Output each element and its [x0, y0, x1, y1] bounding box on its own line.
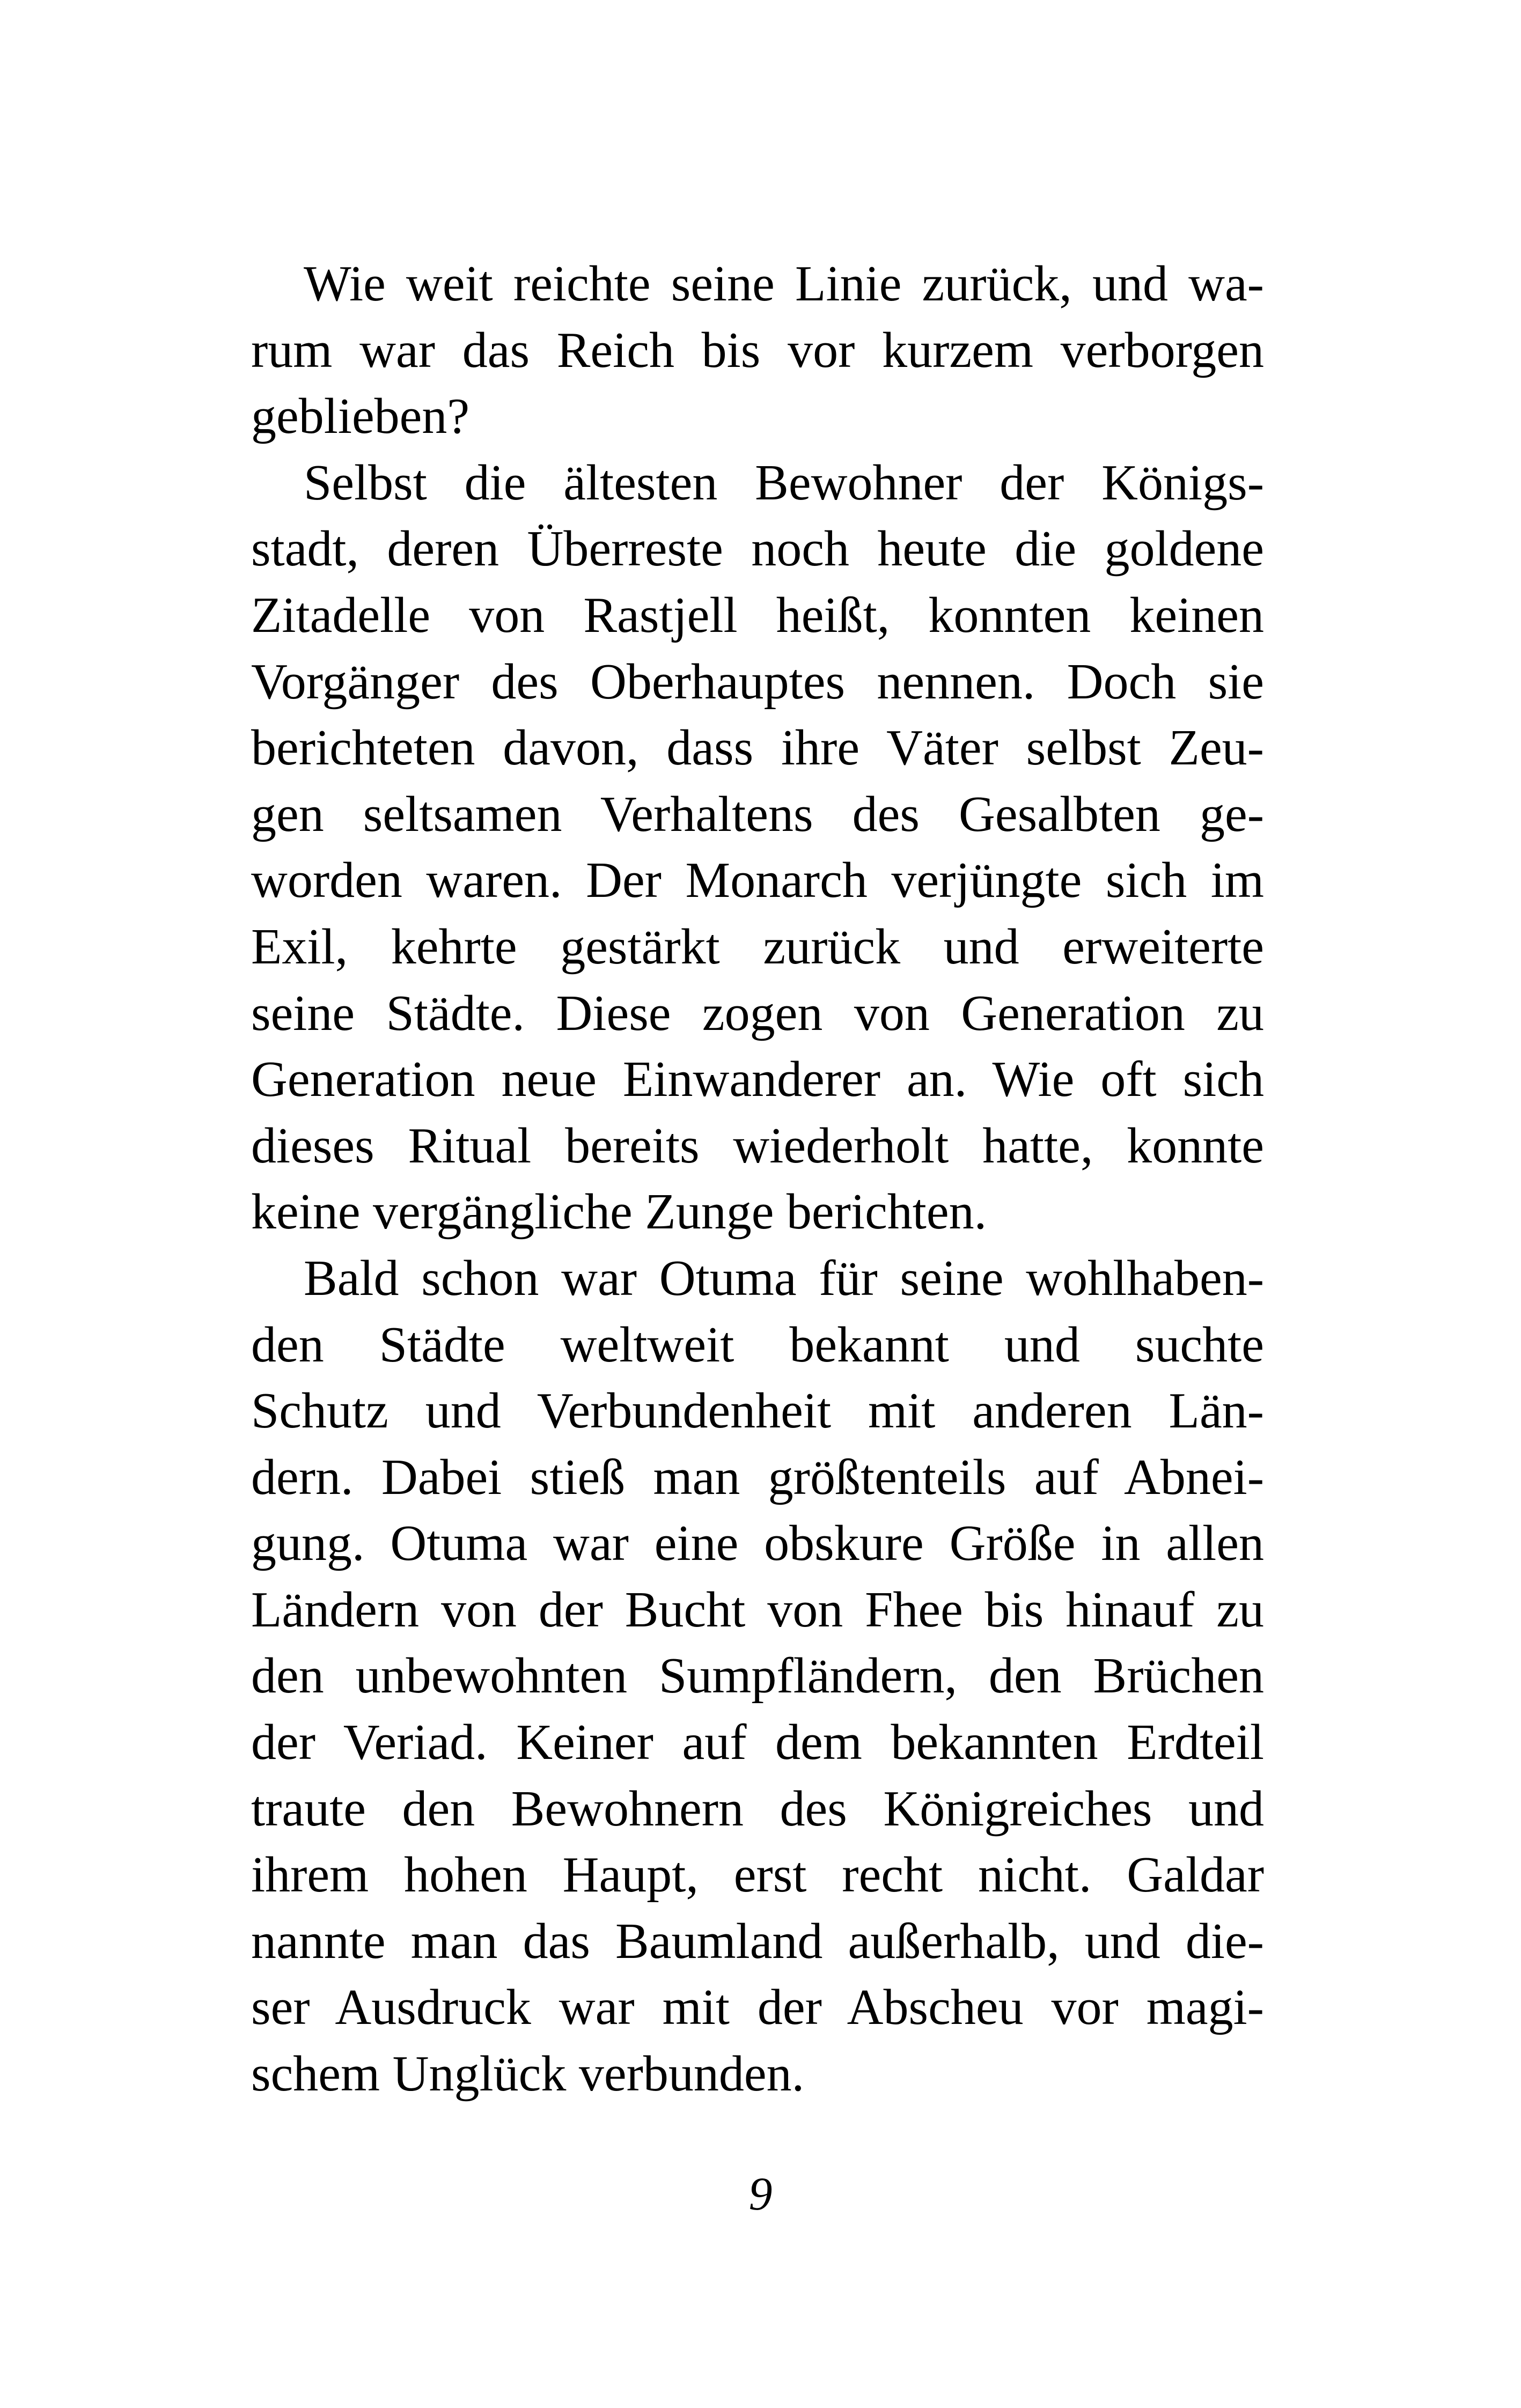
text-line: stadt, deren Überreste noch heute die goldene [251, 521, 1264, 577]
text-line: Ländern von der Bucht von Fhee bis hinauf zu [251, 1581, 1264, 1638]
text-line: gung. Otuma war eine obskure Größe in allen [251, 1515, 1264, 1572]
text-line: Wie weit reichte seine Linie zurück, und wa- [304, 256, 1264, 312]
text-line: Schutz und Verbundenheit mit anderen Län- [251, 1383, 1264, 1439]
text-line: nannte man das Baumland außerhalb, und die- [251, 1913, 1264, 1969]
text-line: Generation neue Einwanderer an. Wie oft sich [251, 1051, 1264, 1108]
paragraph [251, 251, 1264, 450]
paragraph [251, 450, 1264, 1246]
text-line: der Veriad. Keiner auf dem bekannten Erdteil [251, 1714, 1264, 1771]
paragraph [251, 1246, 1264, 2108]
text-line: schem Unglück verbunden. [251, 2046, 805, 2102]
text-line: Vorgänger des Oberhauptes nennen. Doch sie [251, 653, 1264, 710]
text-line: Exil, kehrte gestärkt zurück und erweiterte [251, 918, 1264, 975]
text-line: worden waren. Der Monarch verjüngte sich im [251, 852, 1264, 909]
text-line: keine vergängliche Zunge berichten. [251, 1184, 987, 1240]
page-number: 9 [748, 2168, 773, 2220]
text-line: berichteten davon, dass ihre Väter selbst Zeu- [251, 720, 1264, 776]
text-line: ihrem hohen Haupt, erst recht nicht. Galdar [251, 1847, 1264, 1903]
body-text [251, 251, 1264, 2108]
text-line: Bald schon war Otuma für seine wohlhaben- [304, 1250, 1264, 1306]
text-line: ser Ausdruck war mit der Abscheu vor magi- [251, 1979, 1264, 2036]
text-line: Selbst die ältesten Bewohner der Königs- [304, 454, 1264, 511]
text-line: dieses Ritual bereits wiederholt hatte, konnte [251, 1117, 1264, 1174]
text-line: geblieben? [251, 388, 470, 445]
text-line: Zitadelle von Rastjell heißt, konnten keinen [251, 587, 1264, 643]
text-line: rum war das Reich bis vor kurzem verborgen [251, 322, 1264, 378]
text-line: seine Städte. Diese zogen von Generation zu [251, 985, 1264, 1041]
text-line: den unbewohnten Sumpfländern, den Brüchen [251, 1648, 1264, 1704]
text-line: traute den Bewohnern des Königreiches und [251, 1780, 1264, 1837]
text-line: gen seltsamen Verhaltens des Gesalbten ge- [251, 786, 1264, 842]
text-line: den Städte weltweit bekannt und suchte [251, 1316, 1264, 1373]
text-line: dern. Dabei stieß man größtenteils auf Abnei- [251, 1449, 1264, 1505]
